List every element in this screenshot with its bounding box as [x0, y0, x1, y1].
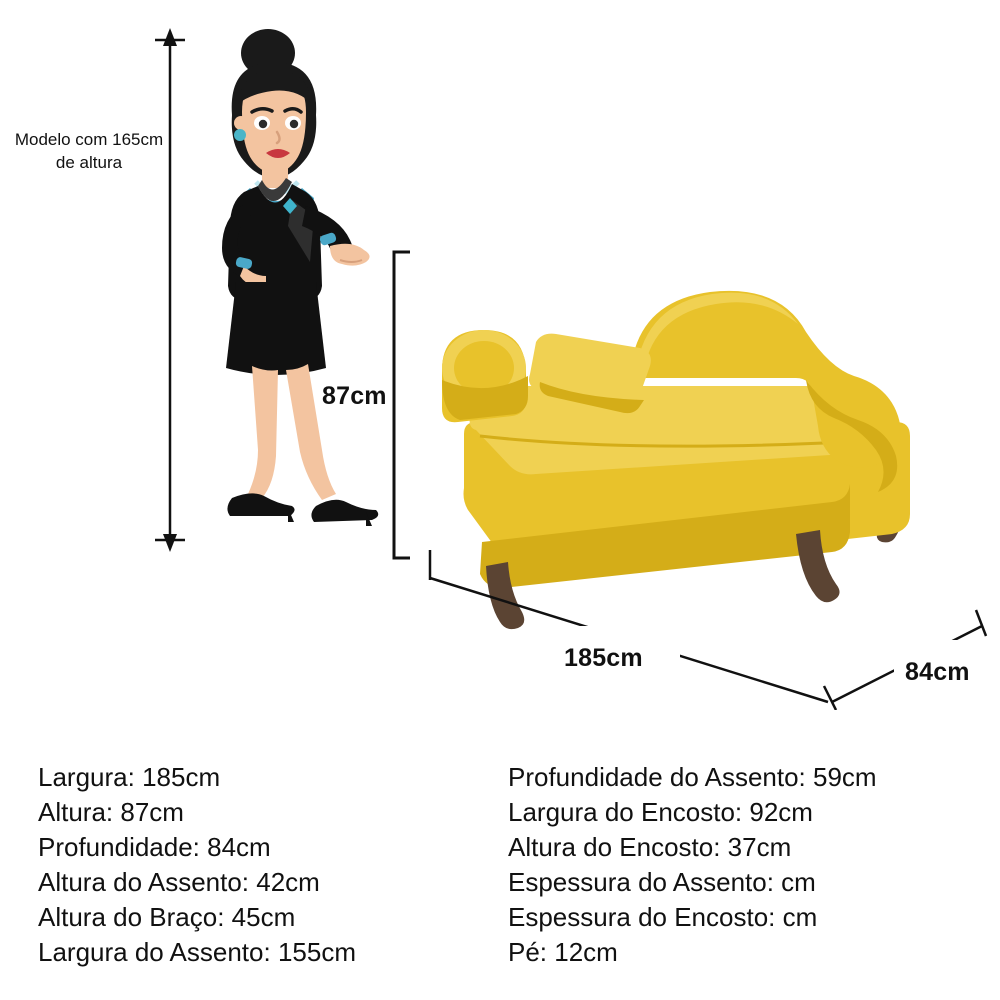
spec-item: Profundidade: 84cm — [38, 832, 271, 862]
model-person-illustration — [170, 20, 400, 550]
spec-item: Altura: 87cm — [38, 797, 184, 827]
spec-item: Espessura do Encosto: cm — [508, 902, 818, 932]
spec-item: Largura do Encosto: 92cm — [508, 797, 813, 827]
sofa-height-bracket — [386, 250, 418, 560]
spec-item: Altura do Assento: 42cm — [38, 867, 320, 897]
spec-item: Profundidade do Assento: 59cm — [508, 762, 877, 792]
spec-item: Espessura do Assento: cm — [508, 867, 816, 897]
specifications — [0, 760, 1000, 1000]
model-height-note: Modelo com 165cm de altura — [14, 130, 164, 172]
specs-right-column — [508, 760, 877, 970]
width-dimension-label: 185cm — [564, 644, 643, 672]
spec-item: Altura do Encosto: 37cm — [508, 832, 792, 862]
height-dimension-label: 87cm — [322, 382, 387, 410]
spec-item: Largura: 185cm — [38, 762, 221, 792]
specs-left-column — [38, 760, 356, 970]
spec-item: Largura do Assento: 155cm — [38, 937, 356, 967]
spec-item: Altura do Braço: 45cm — [38, 902, 296, 932]
spec-item: Pé: 12cm — [508, 937, 618, 967]
depth-dimension-label: 84cm — [905, 658, 970, 686]
